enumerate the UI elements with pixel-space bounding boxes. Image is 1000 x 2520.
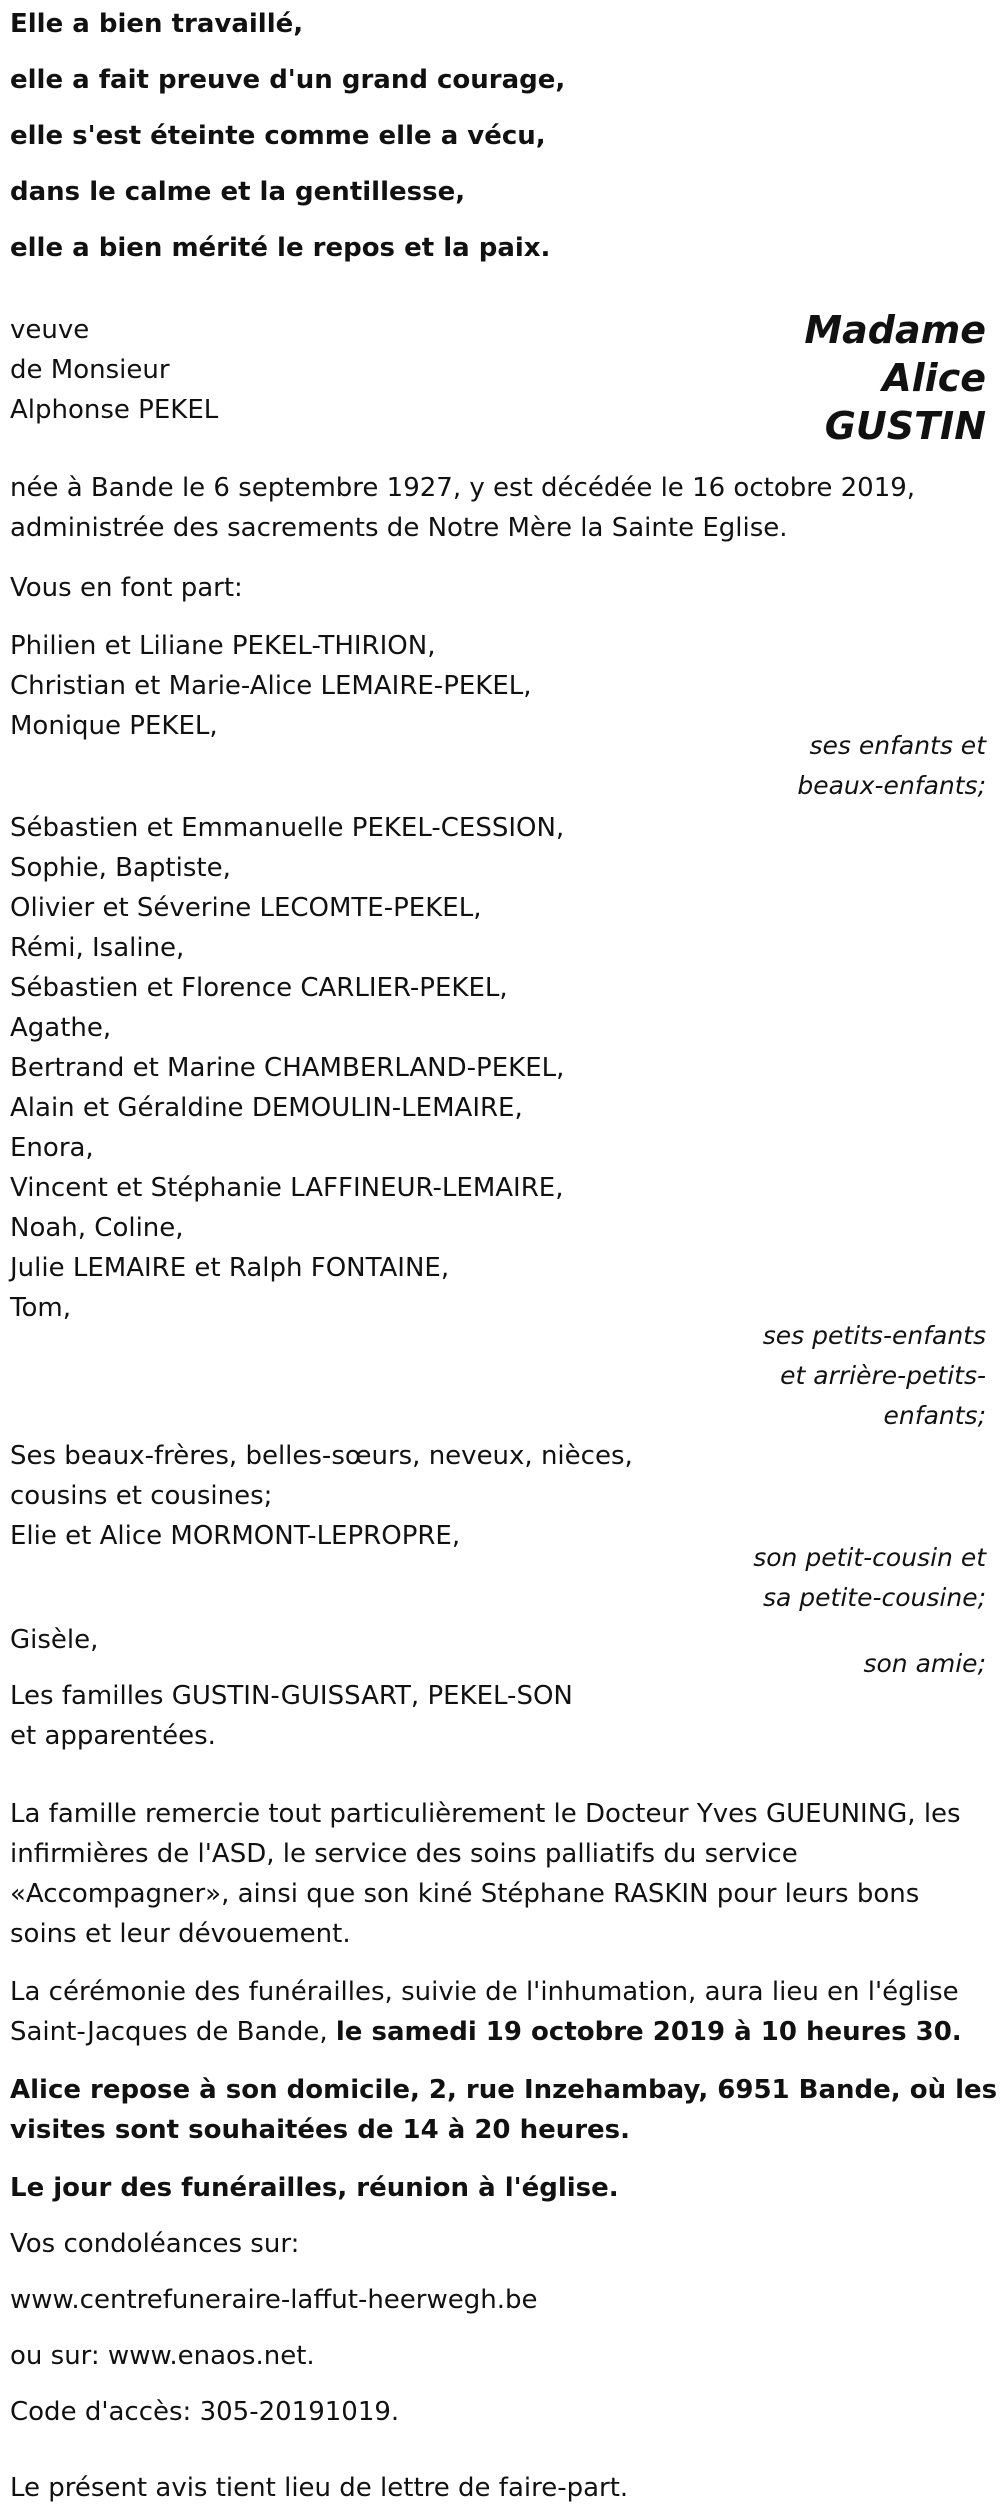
cousin-role-1: son petit-cousin et <box>753 1543 986 1572</box>
child-2: Christian et Marie-Alice LEMAIRE-PEKEL, <box>10 671 532 701</box>
name-first: Alice <box>882 356 986 400</box>
families-line-1: Les familles GUSTIN-GUISSART, PEKEL-SON <box>10 1681 573 1711</box>
repose-line-2: visites sont souhaitées de 14 à 20 heures. <box>10 2115 631 2145</box>
grandchild-5: Sébastien et Florence CARLIER-PEKEL, <box>10 973 508 1003</box>
widow-line-3: Alphonse PEKEL <box>10 395 219 425</box>
grandchild-8: Alain et Géraldine DEMOULIN-LEMAIRE, <box>10 1093 523 1123</box>
ceremony-datetime: le samedi 19 octobre 2019 à 10 heures 30. <box>335 2017 962 2047</box>
thanks-line-3: «Accompagner», ainsi que son kiné Stéphane RASKIN pour leurs bons <box>10 1879 920 1909</box>
repose-line-1: Alice repose à son domicile, 2, rue Inzehambay, 6951 Bande, où les <box>10 2075 998 2105</box>
access-code: Code d'accès: 305-20191019. <box>10 2397 400 2427</box>
children-role-2: beaux-enfants; <box>797 771 986 800</box>
children-role-1: ses enfants et <box>809 731 986 760</box>
grandchild-4: Rémi, Isaline, <box>10 933 185 963</box>
thanks-line-4: soins et leur dévouement. <box>10 1919 351 1949</box>
child-3: Monique PEKEL, <box>10 711 218 741</box>
grandchild-10: Vincent et Stéphanie LAFFINEUR-LEMAIRE, <box>10 1173 564 1203</box>
poem-line-4: dans le calme et la gentillesse, <box>10 177 466 207</box>
grandchild-12: Julie LEMAIRE et Ralph FONTAINE, <box>10 1253 450 1283</box>
poem-line-5: elle a bien mérité le repos et la paix. <box>10 233 551 263</box>
grandchild-2: Sophie, Baptiste, <box>10 853 231 883</box>
name-title: Madame <box>804 308 986 352</box>
birth-line-2: administrée des sacrements de Notre Mère la Sainte Eglise. <box>10 513 788 543</box>
child-1: Philien et Liliane PEKEL-THIRION, <box>10 631 436 661</box>
ceremony-line-2 <box>10 2012 962 2052</box>
friend-name: Gisèle, <box>10 1625 99 1655</box>
poem-line-2: elle a fait preuve d'un grand courage, <box>10 65 566 95</box>
grandchild-1: Sébastien et Emmanuelle PEKEL-CESSION, <box>10 813 565 843</box>
grandchild-13: Tom, <box>10 1293 71 1323</box>
poem-line-1: Elle a bien travaillé, <box>10 9 304 39</box>
grandchild-7: Bertrand et Marine CHAMBERLAND-PEKEL, <box>10 1053 565 1083</box>
intro-text: Vous en font part: <box>10 573 243 603</box>
relatives-line-2: cousins et cousines; <box>10 1481 273 1511</box>
widow-line-1: veuve <box>10 315 90 345</box>
grandchild-6: Agathe, <box>10 1013 112 1043</box>
widow-line-2: de Monsieur <box>10 355 170 385</box>
ceremony-line-1: La cérémonie des funérailles, suivie de l'inhumation, aura lieu en l'église <box>10 1977 959 2007</box>
birth-line-1: née à Bande le 6 septembre 1927, y est décédée le 16 octobre 2019, <box>10 473 916 503</box>
grandchild-11: Noah, Coline, <box>10 1213 184 1243</box>
reunion-text: Le jour des funérailles, réunion à l'église. <box>10 2173 619 2203</box>
relatives-line-1: Ses beaux-frères, belles-sœurs, neveux, nièces, <box>10 1441 633 1471</box>
cousin-role-2: sa petite-cousine; <box>763 1583 986 1612</box>
name-last: GUSTIN <box>824 404 986 448</box>
grandchild-3: Olivier et Séverine LECOMTE-PEKEL, <box>10 893 482 923</box>
grandchildren-role-2: et arrière-petits- <box>780 1361 986 1390</box>
friend-role: son amie; <box>863 1649 986 1678</box>
deceased-name <box>804 306 986 450</box>
poem-line-3: elle s'est éteinte comme elle a vécu, <box>10 121 546 151</box>
grandchild-9: Enora, <box>10 1133 94 1163</box>
thanks-line-2: infirmières de l'ASD, le service des soins palliatifs du service <box>10 1839 798 1869</box>
website-link-2[interactable]: ou sur: www.enaos.net. <box>10 2341 315 2371</box>
website-link-1[interactable]: www.centrefuneraire-laffut-heerwegh.be <box>10 2285 538 2315</box>
thanks-line-1: La famille remercie tout particulièrement le Docteur Yves GUEUNING, les <box>10 1799 961 1829</box>
condolences-text: Vos condoléances sur: <box>10 2229 300 2259</box>
ceremony-church: Saint-Jacques de Bande, <box>10 2017 336 2047</box>
closing-text: Le présent avis tient lieu de lettre de faire-part. <box>10 2473 629 2503</box>
relatives-line-3: Elie et Alice MORMONT-LEPROPRE, <box>10 1521 461 1551</box>
grandchildren-role-1: ses petits-enfants <box>762 1321 986 1350</box>
grandchildren-role-3: enfants; <box>883 1401 986 1430</box>
families-line-2: et apparentées. <box>10 1721 216 1751</box>
